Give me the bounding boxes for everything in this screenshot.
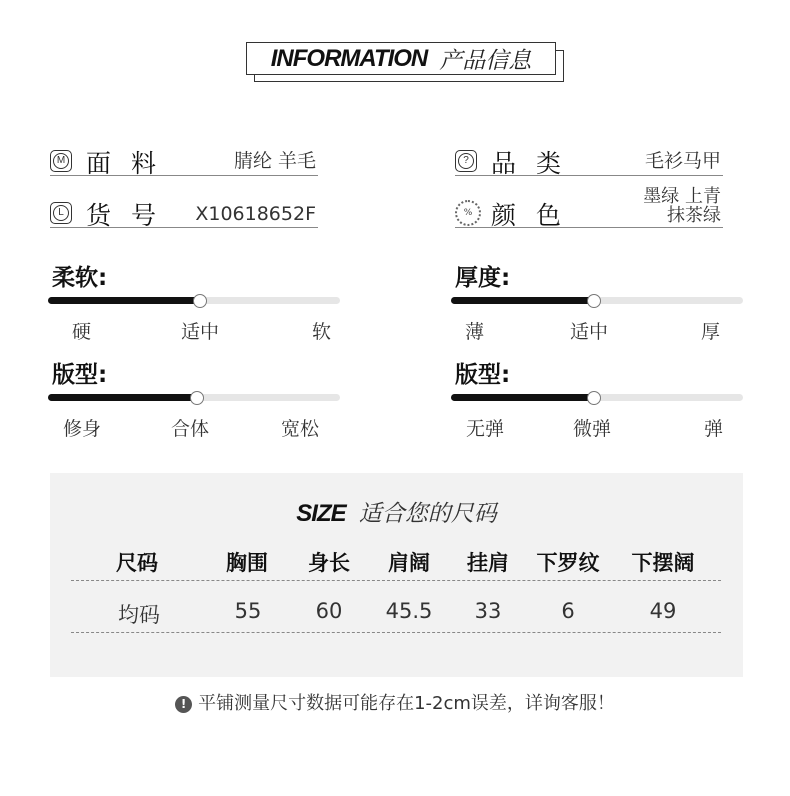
table-cell: 60 (315, 599, 343, 623)
attr-label: 面料 (86, 149, 177, 178)
slider-title: 柔软: (52, 265, 108, 291)
slider-tick-high: 厚 (701, 321, 721, 343)
slider-knob (587, 391, 601, 405)
size-title-cn: 适合您的尺码 (358, 501, 497, 527)
slider-tick-low: 修身 (63, 418, 102, 440)
slider-tick-mid: 合体 (171, 418, 210, 440)
slider-fill (48, 297, 200, 304)
slider-tick-mid: 适中 (181, 321, 220, 343)
header-cell: 胸围 (226, 551, 268, 575)
table-cell: 33 (474, 599, 502, 623)
slider-title: 厚度: (455, 265, 511, 291)
header-cell: 挂肩 (467, 551, 509, 575)
slider-fill (451, 297, 594, 304)
alert-icon: ! (175, 696, 192, 713)
attr-category (455, 146, 723, 176)
header-title-en: INFORMATION (270, 44, 428, 72)
slider-fill (48, 394, 197, 401)
attr-color (455, 186, 723, 230)
table-cell: 均码 (118, 603, 160, 627)
header-cell: 下罗纹 (536, 551, 600, 575)
slider-tick-high: 弹 (704, 418, 724, 440)
measurement-note (0, 689, 790, 715)
header-title-cn: 产品信息 (439, 48, 532, 74)
section-header-information (246, 42, 556, 75)
slider-tick-low: 无弹 (466, 418, 505, 440)
slider-title: 版型: (52, 362, 108, 388)
sku-icon: L (50, 202, 72, 224)
header-cell: 尺码 (116, 551, 158, 575)
attr-label: 品类 (491, 149, 582, 178)
slider-knob (193, 294, 207, 308)
attr-value: X10618652F (195, 203, 316, 225)
attr-value: 毛衫马甲 (644, 150, 721, 172)
size-title (50, 495, 743, 528)
attr-sku (50, 198, 318, 228)
slider-tick-low: 薄 (465, 321, 485, 343)
header-cell: 肩阔 (388, 551, 430, 575)
slider-knob (587, 294, 601, 308)
color-value-line1: 墨绿 上青 (643, 186, 721, 207)
slider-tick-mid: 微弹 (573, 418, 612, 440)
attr-fabric (50, 146, 318, 176)
slider-tick-high: 宽松 (281, 418, 320, 440)
attr-label: 货号 (86, 201, 177, 230)
size-table-header (71, 545, 721, 581)
attr-value: 腈纶 羊毛 (233, 150, 316, 172)
table-cell: 55 (234, 599, 262, 623)
slider-tick-low: 硬 (72, 321, 92, 343)
fabric-icon: M (50, 150, 72, 172)
slider-fill (451, 394, 594, 401)
size-panel (50, 473, 743, 677)
table-cell: 49 (649, 599, 677, 623)
header-cell: 下摆阔 (631, 551, 695, 575)
slider-tick-high: 软 (312, 321, 332, 343)
attr-value (643, 187, 721, 225)
header-cell: 身长 (308, 551, 350, 575)
table-cell: 6 (561, 599, 575, 623)
table-row (71, 597, 721, 633)
color-swatch-icon: % (455, 200, 481, 226)
slider-title: 版型: (455, 362, 511, 388)
table-cell: 45.5 (385, 599, 433, 623)
color-value-line2: 抹茶绿 (667, 205, 721, 226)
question-icon: ? (455, 150, 477, 172)
size-title-en: SIZE (296, 500, 346, 527)
slider-knob (190, 391, 204, 405)
note-text: 平铺测量尺寸数据可能存在1-2cm误差，详询客服！ (198, 693, 615, 714)
slider-tick-mid: 适中 (570, 321, 609, 343)
attr-label: 颜色 (491, 201, 582, 230)
